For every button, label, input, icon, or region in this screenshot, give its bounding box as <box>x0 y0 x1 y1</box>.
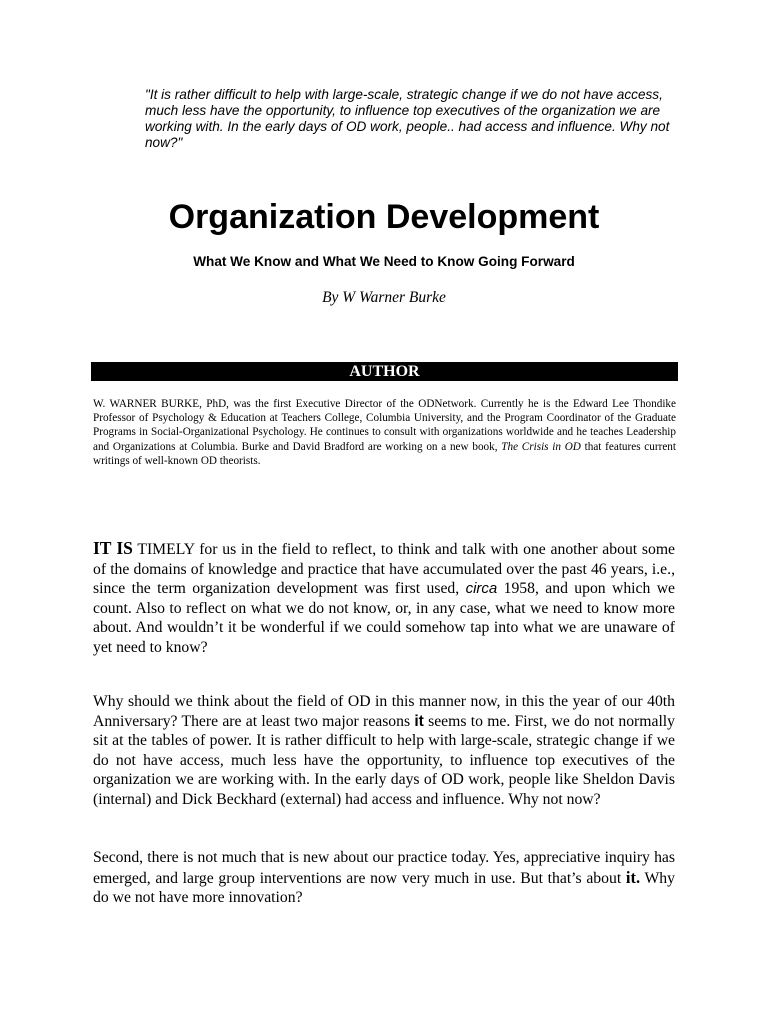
book-title: The Crisis in OD <box>501 440 581 453</box>
author-bio-text-1: W. WARNER BURKE, PhD, was the first Executive Director of the ODNetwork. Currently he is the Edward Lee Thondike Professor of Psychology & Education at Teachers College, Columbia University, and the Program Coordinator of the Graduate Programs in Social-Organizational Psychology. He continues to consult with organizations worldwide and he teaches Leadership and Organizations at Columbia. Burke and David Bradford are working on a new book, <box>93 398 676 453</box>
author-section-heading: AUTHOR <box>91 362 678 381</box>
circa-word: circa <box>465 580 498 598</box>
paragraph-3-emphasis: it. <box>625 867 641 887</box>
paragraph-2-text-1: Why should we think about the field of OD in this manner now, in this the year of our 40th Anniversary? There are at least two major reasons <box>93 693 675 730</box>
document-title: Organization Development <box>168 198 600 236</box>
paragraph-3-text-1: Second, there is not much that is new about our practice today. Yes, appreciative inquiry has emerged, and large group interventions are now very much in use. But that’s about <box>93 849 675 887</box>
paragraph-lead-in: IT IS <box>93 538 133 558</box>
document-subtitle: What We Know and What We Need to Know Going Forward <box>193 254 575 269</box>
body-paragraph-2 <box>93 692 675 810</box>
author-bio <box>93 397 676 468</box>
body-paragraph-3 <box>93 848 675 908</box>
paragraph-2-text-2: seems to me. First, we do not normally sit at the tables of power. It is rather difficult to help with large-scale, strategic change if we do not have access, much less have the opportunity, to influence top executives of the organization we are working with. In the early days of OD work, people like Sheldon Davis (internal) and Dick Beckhard (external) had access and influence. Why not now? <box>93 712 676 808</box>
byline: By W Warner Burke <box>322 289 446 306</box>
epigraph-quote: "It is rather difficult to help with large-scale, strategic change if we do not have access, much less have the opportunity, to influence top executives of the organization we are working with. In the early days of OD work, people.. had access and influence. Why not now?" <box>145 87 670 150</box>
body-paragraph-1 <box>93 539 675 658</box>
author-bio-text-2: that features current writings of well-known OD theorists. <box>93 440 676 467</box>
paragraph-1-text-2: 1958, and upon which we count. Also to reflect on what we do not know, or, in any case, what we need to know more about. And wouldn’t it be wonderful if we could somehow tap into what we are unaware of yet need to know? <box>93 580 676 656</box>
paragraph-2-emphasis: it <box>414 712 424 730</box>
paragraph-1-text-1: TIMELY for us in the field to reflect, to think and talk with one another about some of the domains of knowledge and practice that have accumulated over the past 46 years, i.e., since the term organization development was first used, <box>93 541 675 598</box>
paragraph-3-text-2: Why do we not have more innovation? <box>93 869 675 907</box>
